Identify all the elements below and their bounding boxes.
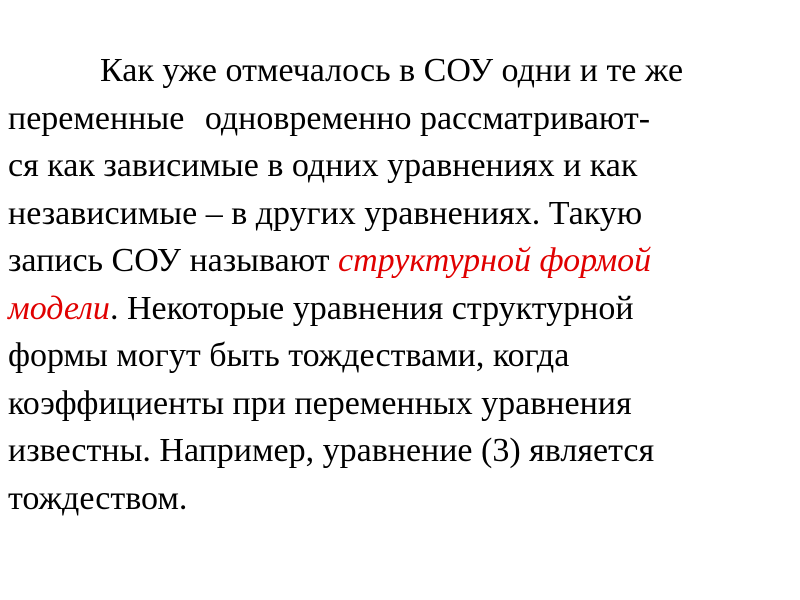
highlighted-term-part-2: модели <box>8 289 110 327</box>
line-6-rest-text: . Некоторые уравнения структурной <box>109 289 634 327</box>
text-line <box>8 95 798 143</box>
text-line <box>8 142 798 190</box>
body-paragraph <box>8 47 798 522</box>
line-9-text: известны. Например, уравнение (3) является <box>8 432 655 469</box>
highlighted-term-part-1: структурной формой <box>338 242 652 279</box>
line-10-text: тождеством. <box>8 479 188 517</box>
line-7-text: формы могут быть тождествами, когда <box>8 337 570 374</box>
line-2-start-text: переменные <box>8 99 185 137</box>
line-2-end-text: одновременно рассматривают- <box>204 99 651 137</box>
text-line <box>8 47 798 95</box>
line-1-text: Как уже отмечалось в СОУ одни и те же <box>100 52 684 89</box>
text-line <box>8 285 798 333</box>
text-line <box>8 332 798 380</box>
text-line <box>8 237 798 285</box>
text-line <box>8 427 798 475</box>
line-8-text: коэффициенты при переменных уравнения <box>8 384 632 422</box>
line-5-start-text: запись СОУ называют <box>8 242 339 279</box>
text-line <box>8 190 798 238</box>
line-4-text: независимые – в других уравнениях. Такую <box>8 194 643 232</box>
line-3-text: ся как зависимые в одних уравнениях и как <box>8 147 638 184</box>
text-line <box>8 380 798 428</box>
text-line <box>8 475 798 523</box>
